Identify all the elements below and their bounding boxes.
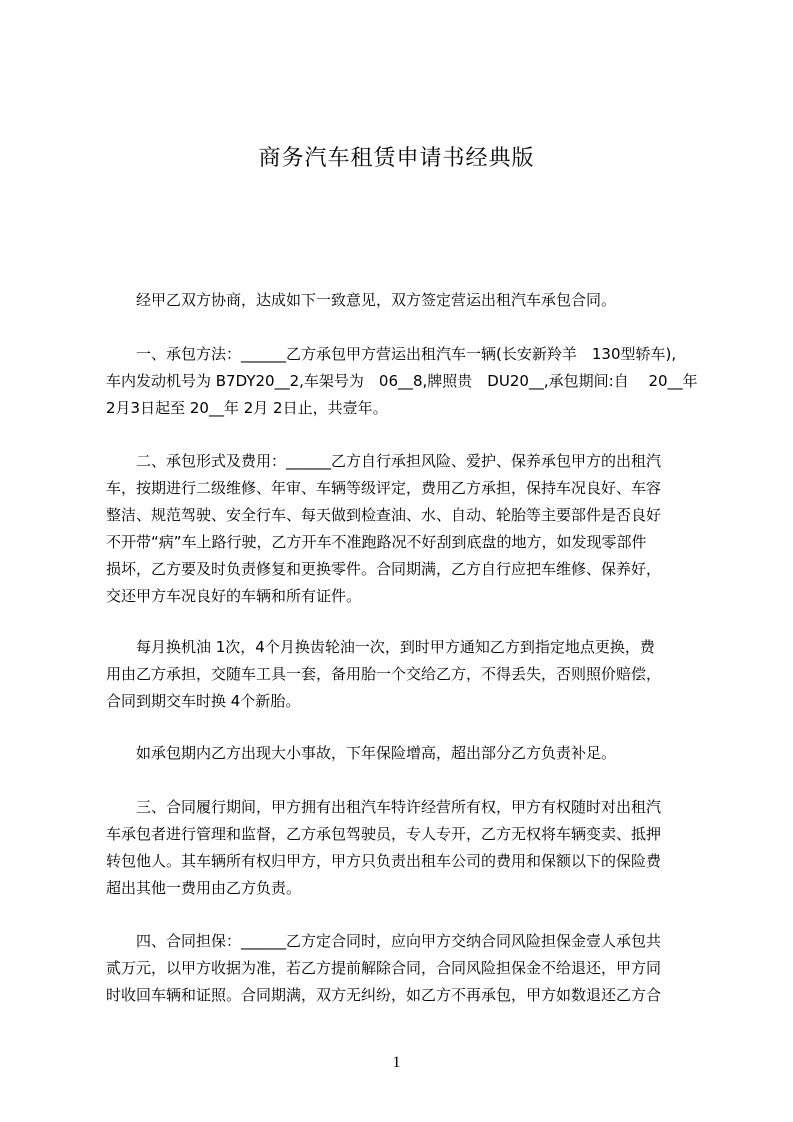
text-line: 贰万元，以甲方收据为准，若乙方提前解除合同，合同风险担保金不给退还，甲方同 [106, 959, 662, 977]
text-line: 四、合同担保：______乙方定合同时，应向甲方交纳合同风险担保金壹人承包共 [106, 932, 662, 950]
page-number: 1 [392, 1054, 401, 1071]
text-line: 损坏，乙方要及时负责修复和更换零件。合同期满，乙方自行应把车维修、保养好， [106, 560, 662, 578]
text-line: 车内发动机号为 B7DY20__2,车架号为 06__8,牌照贵 DU20__,承包期间:自 20__年 [106, 372, 698, 390]
text-line: 不开带“病”车上路行驶，乙方开车不准跑路况不好刮到底盘的地方，如发现零部件 [106, 533, 647, 551]
paragraph-accident [106, 740, 706, 767]
document-title: 商务汽车租赁申请书经典版 [258, 146, 535, 171]
paragraph-maintenance [106, 634, 706, 715]
text-line: 2月3日起至 20__年 2月 2日止，共壹年。 [106, 399, 388, 417]
text-line: 三、合同履行期间，甲方拥有出租汽车特许经营所有权，甲方有权随时对出租汽 [106, 798, 662, 816]
text-line: 每月换机油 1次，4个月换齿轮油一次，到时甲方通知乙方到指定地点更换，费 [106, 638, 655, 656]
text-line: 车，按期进行二级维修、年审、车辆等级评定，费用乙方承担，保持车况良好、车容 [106, 479, 662, 497]
text-line: 二、承包形式及费用：______乙方自行承担风险、爱护、保养承包甲方的出租汽 [106, 452, 662, 470]
text-line: 时收回车辆和证照。合同期满，双方无纠纷，如乙方不再承包，甲方如数退还乙方合 [106, 986, 662, 1004]
text-line: 用由乙方承担，交随车工具一套，备用胎一个交给乙方，不得丢失，否则照价赔偿， [106, 665, 662, 683]
paragraph-section-3 [106, 794, 706, 902]
text-line: 车承包者进行管理和监督，乙方承包驾驶员，专人专开，乙方无权将车辆变卖、抵押 [106, 825, 662, 843]
text-line: 超出其他一费用由乙方负责。 [106, 879, 302, 897]
text-line: 合同到期交车时换 4个新胎。 [106, 692, 301, 710]
paragraph-section-1 [106, 341, 706, 422]
paragraph-section-4 [106, 928, 706, 1009]
text-line: 一、承包方法：______乙方承包甲方营运出租汽车一辆(长安新羚羊 130型轿车), [106, 345, 677, 363]
text-line: 转包他人。其车辆所有权归甲方，甲方只负责出租车公司的费用和保额以下的保险费 [106, 852, 662, 870]
text-line: 如承包期内乙方出现大小事故，下年保险增高，超出部分乙方负责补足。 [106, 744, 617, 762]
text-line: 经甲乙双方协商，达成如下一致意见，双方签定营运出租汽车承包合同。 [106, 291, 617, 309]
paragraph-section-2 [106, 448, 706, 610]
paragraph-intro [106, 287, 706, 314]
text-line: 交还甲方车况良好的车辆和所有证件。 [106, 587, 362, 605]
text-line: 整洁、规范驾驶、安全行车、每天做到检查油、水、自动、轮胎等主要部件是否良好 [106, 506, 662, 524]
